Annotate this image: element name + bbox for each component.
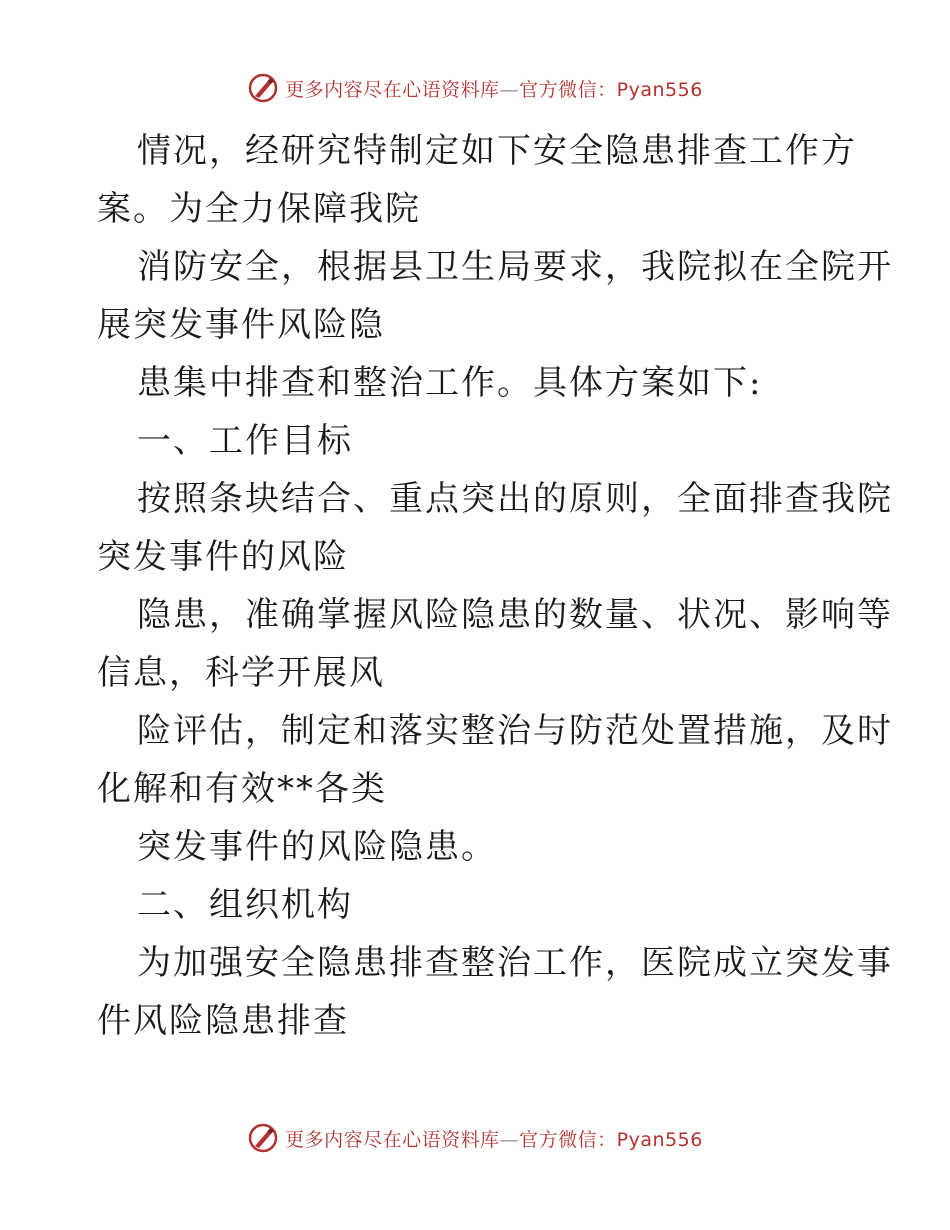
footer-banner-title: 更多内容尽在心语资料库 <box>285 1128 500 1151</box>
header-banner-title: 更多内容尽在心语资料库 <box>285 78 500 101</box>
text-line: 突发事件的风险隐患。 <box>137 827 497 867</box>
text-line: 化解和有效**各类 <box>97 769 387 809</box>
footer-banner-text <box>285 1125 703 1152</box>
text-line: 按照条块结合、重点突出的原则，全面排查我院 <box>137 479 893 519</box>
section-heading: 一、工作目标 <box>137 421 353 461</box>
text-line: 信息，科学开展风 <box>97 653 385 693</box>
text-line: 险评估，制定和落实整治与防范处置措施，及时 <box>137 711 893 751</box>
footer-banner-contact: 官方微信：Pyan556 <box>519 1128 703 1151</box>
section-heading: 二、组织机构 <box>137 885 353 925</box>
text-line: 为加强安全隐患排查整治工作，医院成立突发事 <box>137 943 893 983</box>
header-banner-separator: — <box>499 78 520 101</box>
text-line: 突发事件的风险 <box>97 537 349 577</box>
text-line: 案。为全力保障我院 <box>97 189 421 229</box>
pen-logo-icon <box>247 72 279 104</box>
text-line: 展突发事件风险隐 <box>97 305 385 345</box>
text-line: 消防安全，根据县卫生局要求，我院拟在全院开 <box>137 247 893 287</box>
text-line: 情况，经研究特制定如下安全隐患排查工作方 <box>137 131 857 171</box>
footer-banner-separator: — <box>499 1128 520 1151</box>
header-banner-text <box>285 75 703 102</box>
header-banner <box>0 72 950 104</box>
footer-banner <box>0 1122 950 1154</box>
text-line: 件风险隐患排查 <box>97 1001 349 1041</box>
text-line: 患集中排查和整治工作。具体方案如下: <box>137 363 763 403</box>
header-banner-contact: 官方微信：Pyan556 <box>519 78 703 101</box>
document-body <box>97 122 893 1050</box>
pen-logo-icon <box>247 1122 279 1154</box>
text-line: 隐患，准确掌握风险隐患的数量、状况、影响等 <box>137 595 893 635</box>
